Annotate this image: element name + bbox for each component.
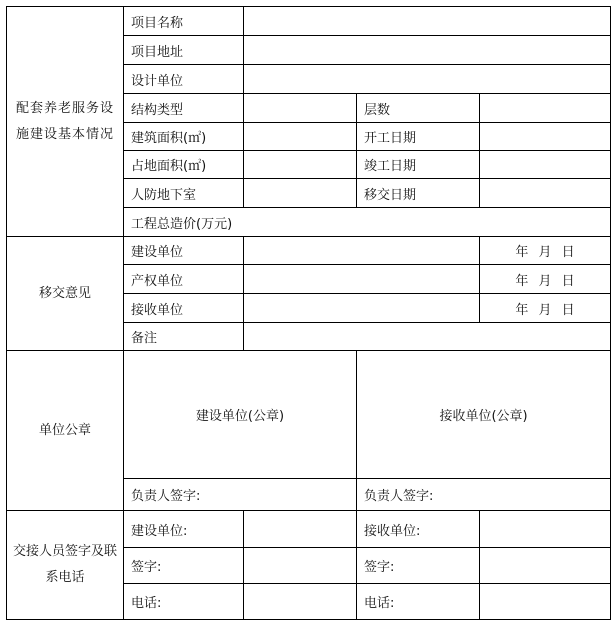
construction-signer-label[interactable]: 负责人签字:: [124, 479, 357, 511]
receiving-unit-seal-area[interactable]: 接收单位(公章): [357, 351, 611, 479]
receiving-signer-label[interactable]: 负责人签字:: [357, 479, 611, 511]
floors-label: 层数: [357, 94, 480, 123]
contact-construction-unit-label: 建设单位:: [124, 511, 244, 548]
land-area-field[interactable]: [244, 151, 357, 179]
structure-type-label: 结构类型: [124, 94, 244, 123]
contact-construction-unit-field[interactable]: [244, 511, 357, 548]
civil-defense-basement-label: 人防地下室: [124, 179, 244, 208]
design-unit-label: 设计单位: [124, 65, 244, 94]
completion-date-label: 竣工日期: [357, 151, 480, 179]
handover-form-table: [6, 6, 611, 620]
handover-date-field[interactable]: [480, 179, 611, 208]
project-name-field[interactable]: [244, 7, 611, 36]
opinion-construction-unit-field[interactable]: [244, 237, 480, 265]
civil-defense-basement-field[interactable]: [244, 179, 357, 208]
signature-left-field[interactable]: [244, 548, 357, 584]
project-address-field[interactable]: [244, 36, 611, 65]
opinion-receiving-unit-field[interactable]: [244, 294, 480, 323]
handover-date-label: 移交日期: [357, 179, 480, 208]
contact-receiving-unit-label: 接收单位:: [357, 511, 480, 548]
signature-left-label: 签字:: [124, 548, 244, 584]
signature-right-label: 签字:: [357, 548, 480, 584]
opinion-receiving-unit-label: 接收单位: [124, 294, 244, 323]
signature-right-field[interactable]: [480, 548, 611, 584]
unit-seal-section-title: 单位公章: [7, 351, 124, 511]
building-area-label: 建筑面积(㎡): [124, 123, 244, 151]
phone-right-label: 电话:: [357, 584, 480, 620]
handover-opinion-section-title: 移交意见: [7, 237, 124, 351]
land-area-label: 占地面积(㎡): [124, 151, 244, 179]
remarks-field[interactable]: [244, 323, 611, 351]
project-name-label: 项目名称: [124, 7, 244, 36]
remarks-label: 备注: [124, 323, 244, 351]
project-address-label: 项目地址: [124, 36, 244, 65]
opinion-property-unit-field[interactable]: [244, 265, 480, 294]
contact-section-title: 交接人员签字及联系电话: [7, 511, 124, 620]
building-area-field[interactable]: [244, 123, 357, 151]
opinion-construction-unit-label: 建设单位: [124, 237, 244, 265]
construction-unit-seal-area[interactable]: 建设单位(公章): [124, 351, 357, 479]
floors-field[interactable]: [480, 94, 611, 123]
opinion-construction-date[interactable]: 年 月 日: [480, 237, 611, 265]
phone-left-label: 电话:: [124, 584, 244, 620]
basic-info-section-title: 配套养老服务设施建设基本情况: [7, 7, 124, 237]
completion-date-field[interactable]: [480, 151, 611, 179]
design-unit-field[interactable]: [244, 65, 611, 94]
opinion-property-date[interactable]: 年 月 日: [480, 265, 611, 294]
start-date-field[interactable]: [480, 123, 611, 151]
contact-receiving-unit-field[interactable]: [480, 511, 611, 548]
structure-type-field[interactable]: [244, 94, 357, 123]
start-date-label: 开工日期: [357, 123, 480, 151]
total-cost-label[interactable]: 工程总造价(万元): [124, 208, 611, 237]
phone-left-field[interactable]: [244, 584, 357, 620]
opinion-receiving-date[interactable]: 年 月 日: [480, 294, 611, 323]
opinion-property-unit-label: 产权单位: [124, 265, 244, 294]
phone-right-field[interactable]: [480, 584, 611, 620]
